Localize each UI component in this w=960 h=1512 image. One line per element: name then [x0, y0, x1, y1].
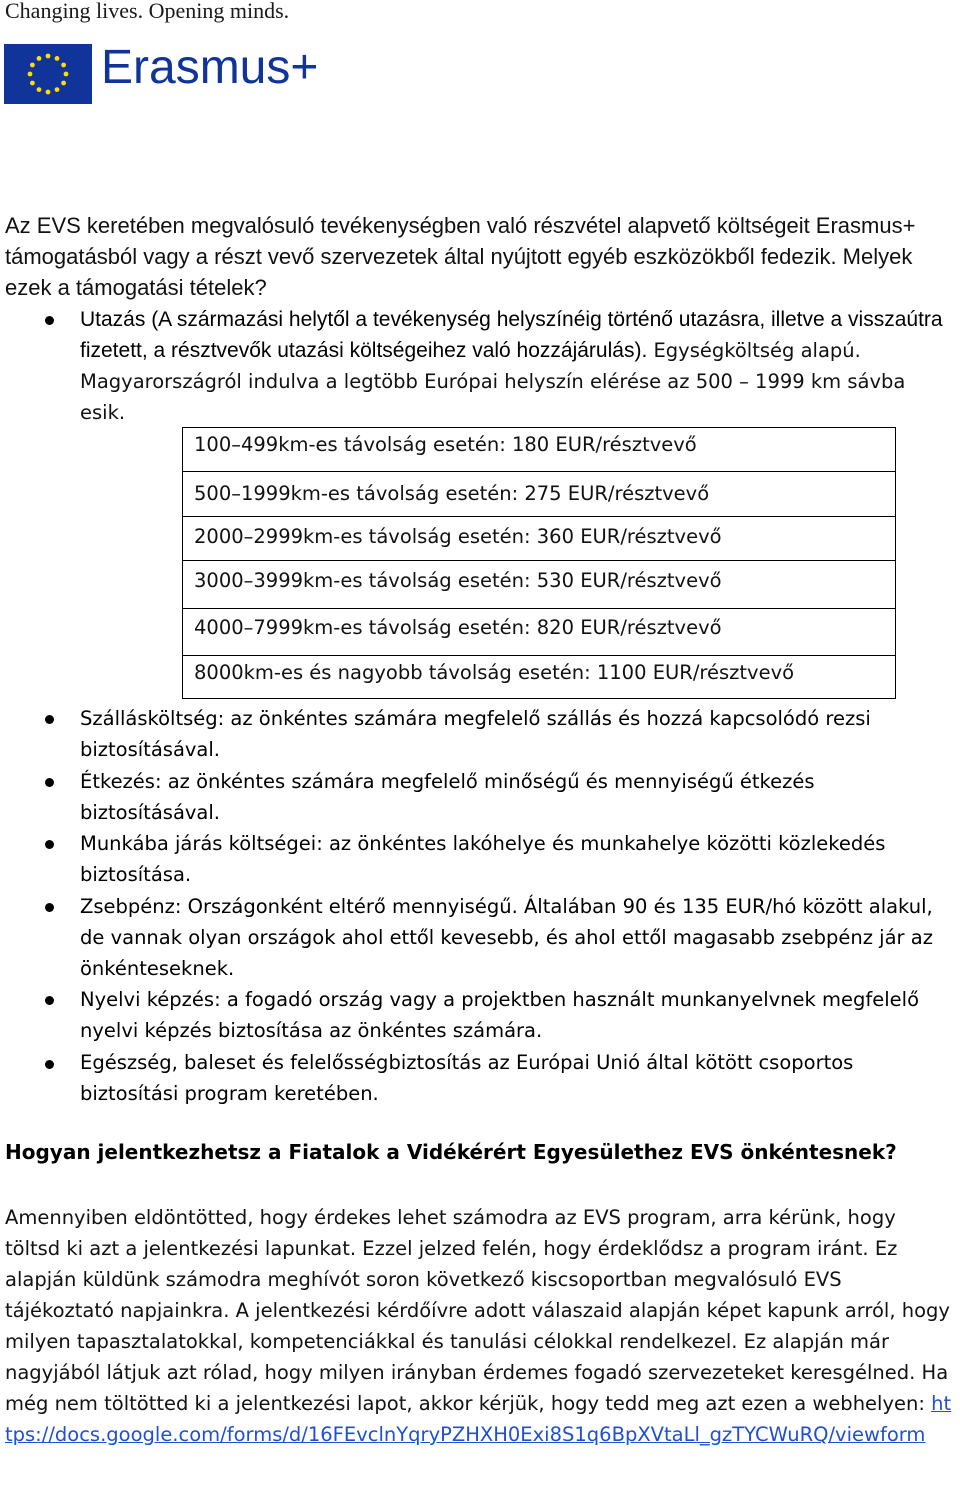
list-item: Munkába járás költségei: az önkéntes lakóhelye és munkahelye közötti közlekedés biztosítása. — [80, 832, 886, 886]
list-item: Egészség, baleset és felelősségbiztosítás az Európai Unió által kötött csoportos biztosítási program keretében. — [80, 1051, 854, 1105]
distance-table — [182, 427, 896, 699]
bullet-dot — [45, 316, 54, 325]
bullet-dot — [45, 840, 54, 849]
list-item: Étkezés: az önkéntes számára megfelelő minőségű és mennyiségű étkezés biztosításával. — [80, 770, 815, 824]
table-row: 500–1999km-es távolság esetén: 275 EUR/résztvevő — [183, 472, 895, 517]
table-row: 2000–2999km-es távolság esetén: 360 EUR/résztvevő — [183, 517, 895, 561]
bullet-dot — [45, 778, 54, 787]
list-item: Nyelvi képzés: a fogadó ország vagy a projektben használt munkanyelvnek megfelelő nyelvi képzés biztosítása az önkéntes számára. — [80, 988, 919, 1042]
travel-text-part1: Utazás (A származási helytől a tevékenység helyszínéig történő utazásra, illetve a visszaútra fizetett, a résztvevők utazási költségeihez való hozzájárulás). — [80, 308, 943, 362]
erasmus-wordmark: Erasmus+ — [101, 41, 319, 94]
bullet-dot — [45, 903, 54, 912]
section-body — [5, 1202, 955, 1450]
table-row: 4000–7999km-es távolság esetén: 820 EUR/résztvevő — [183, 609, 895, 656]
travel-item — [80, 304, 956, 428]
erasmus-logo — [4, 41, 319, 104]
section-heading: Hogyan jelentkezhetsz a Fiatalok a Vidékérért Egyesülethez EVS önkéntesnek? — [5, 1140, 897, 1164]
slogan: Changing lives. Opening minds. — [5, 0, 290, 23]
travel-text-part2: Egységköltség alapú. Magyarországról indulva a legtöbb Európai helyszín elérése az 500 – 1999 km sávba esik. — [80, 339, 906, 424]
bullet-dot — [45, 996, 54, 1005]
intro-paragraph: Az EVS keretében megvalósuló tevékenységben való részvétel alapvető költségeit Erasmus+ támogatásból vagy a részt vevő szervezetek által nyújtott egyéb eszközökből fedezik. Melyek ezek a támogatási tételek? — [5, 213, 916, 300]
table-row: 3000–3999km-es távolság esetén: 530 EUR/résztvevő — [183, 561, 895, 609]
bullet-dot — [45, 1060, 54, 1069]
application-form-link[interactable]: https://docs.google.com/forms/d/16FEvclnYqryPZHXH0Exi8S1q6BpXVtaLl_gzTYCWuRQ/viewform — [5, 1392, 952, 1446]
list-item: Szállásköltség: az önkéntes számára megfelelő szállás és hozzá kapcsolódó rezsi biztosításával. — [80, 707, 871, 761]
section-body-text: Amennyiben eldöntötted, hogy érdekes lehet számodra az EVS program, arra kérünk, hogy töltsd ki azt a jelentkezési lapunkat. Ezzel jelzed felén, hogy érdeklődsz a program iránt. Ez alapján küldünk számodra meghívót soron következő kiscsoportban megvalósuló EVS tájékoztató napjainkra. A jelentkezési kérdőívre adott válaszaid alapján képet kapunk arról, hogy milyen tapasztalatokkal, kompetenciákkal és tanulási célokkal rendelkezel. Ez alapján már nagyjából látjuk azt rólad, hogy milyen irányban érdemes fogadó szervezeteket keresgélned. Ha még nem töltötted ki a jelentkezési lapot, akkor kérjük, hogy tedd meg azt ezen a webhelyen: — [5, 1206, 950, 1415]
table-row: 100–499km-es távolság esetén: 180 EUR/résztvevő — [183, 428, 895, 472]
bullet-dot — [45, 715, 54, 724]
table-row: 8000km-es és nagyobb távolság esetén: 1100 EUR/résztvevő — [194, 661, 795, 684]
list-item: Zsebpénz: Országonként eltérő mennyiségű. Általában 90 és 135 EUR/hó között alakul, de vannak olyan országok ahol ettől kevesebb, és ahol ettől magasabb zsebpénz jár az önkénteseknek. — [80, 895, 933, 980]
eu-flag-icon — [4, 44, 92, 104]
